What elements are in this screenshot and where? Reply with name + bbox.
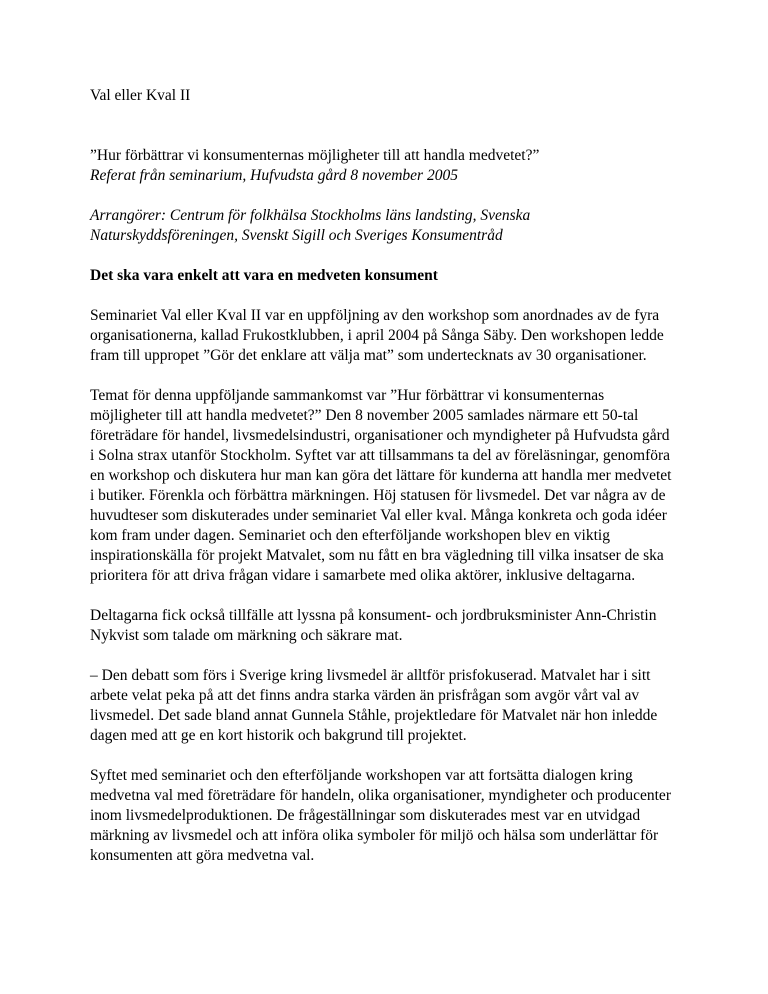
paragraph-line: Deltagarna fick också tillfälle att lyssna på konsument- och jordbruksminister Ann-Christin [90,607,657,624]
paragraph-debate [90,666,690,746]
section-heading: Det ska vara enkelt att vara en medveten konsument [90,267,438,284]
paragraph-line: märkning av livsmedel och att införa olika symboler för miljö och hälsa som underlättar för [90,827,659,844]
paragraph-line: möjligheter till att handla medvetet?” Den 8 november 2005 samlades närmare ett 50-tal [90,407,639,424]
paragraph-intro [90,306,690,366]
paragraph-line: huvudteser som diskuterades under seminariet Val eller kval. Många konkreta och goda idéer [90,507,667,524]
subject-question: ”Hur förbättrar vi konsumenternas möjligheter till att handla medvetet?” [90,147,540,164]
paragraph-line: organisationerna, kallad Frukostklubben, i april 2004 på Sånga Säby. Den workshopen ledde [90,327,664,344]
paragraph-line: Seminariet Val eller Kval II var en uppföljning av den workshop som anordnades av de fyra [90,307,660,324]
paragraph-line: fram till uppropet ”Gör det enklare att välja mat” som undertecknats av 30 organisationer. [90,347,647,364]
paragraph-line: arbete velat peka på att det finns andra starka värden än prisfrågan som avgör vårt val av [90,687,640,704]
paragraph-line: i butiker. Förenkla och förbättra märkningen. Höj statusen för livsmedel. Det var några av de [90,487,666,504]
paragraph-line: Nykvist som talade om märkning och säkrare mat. [90,627,403,644]
paragraph-purpose [90,766,690,866]
paragraph-line: i Solna strax utanför Stockholm. Syftet var att tillsammans ta del av föreläsningar, genomföra [90,447,671,464]
paragraph-line: dagen med att ge en kort historik och bakgrund till projektet. [90,727,467,744]
paragraph-line: prioritera för att driva frågan vidare i samarbete med olika aktörer, inklusive deltagarna. [90,567,636,584]
paragraph-minister [90,606,690,646]
paragraph-line: – Den debatt som förs i Sverige kring livsmedel är alltför prisfokuserad. Matvalet har i sitt [90,667,651,684]
document-body [90,86,690,886]
paragraph-line: Temat för denna uppföljande sammankomst var ”Hur förbättrar vi konsumenternas [90,387,605,404]
paragraph-line: en workshop och diskutera hur man kan göra det lättare för kunderna att handla mer medvetet [90,467,672,484]
organizers-line: Arrangörer: Centrum för folkhälsa Stockholms läns landsting, Svenska [90,207,531,224]
paragraph-line: konsumenten att göra medvetna val. [90,847,315,864]
document-title: Val eller Kval II [90,87,191,104]
paragraph-line: Syftet med seminariet och den efterföljande workshopen var att fortsätta dialogen kring [90,767,633,784]
paragraph-line: kom fram under dagen. Seminariet och den efterföljande workshopen blev en viktig [90,527,610,544]
organizers-line: Naturskyddsföreningen, Svenskt Sigill och Sveriges Konsumentråd [90,227,503,244]
organizers-block [90,206,690,246]
paragraph-line: inom livsmedelproduktionen. De frågeställningar som diskuterades mest var en utvidgad [90,807,641,824]
paragraph-line: medvetna val med företrädare för handeln, olika organisationer, myndigheter och producenter [90,787,671,804]
paragraph-line: livsmedel. Det sade bland annat Gunnela Ståhle, projektledare för Matvalet när hon inledde [90,707,658,724]
paragraph-line: inspirationskälla för projekt Matvalet, som nu fått en bra vägledning till vilka insatser de ska [90,547,664,564]
reference-line: Referat från seminarium, Hufvudsta gård 8 november 2005 [90,167,458,184]
paragraph-line: företrädare för handel, livsmedelsindustri, organisationer och myndigheter på Hufvudsta gård [90,427,670,444]
paragraph-theme [90,386,690,586]
